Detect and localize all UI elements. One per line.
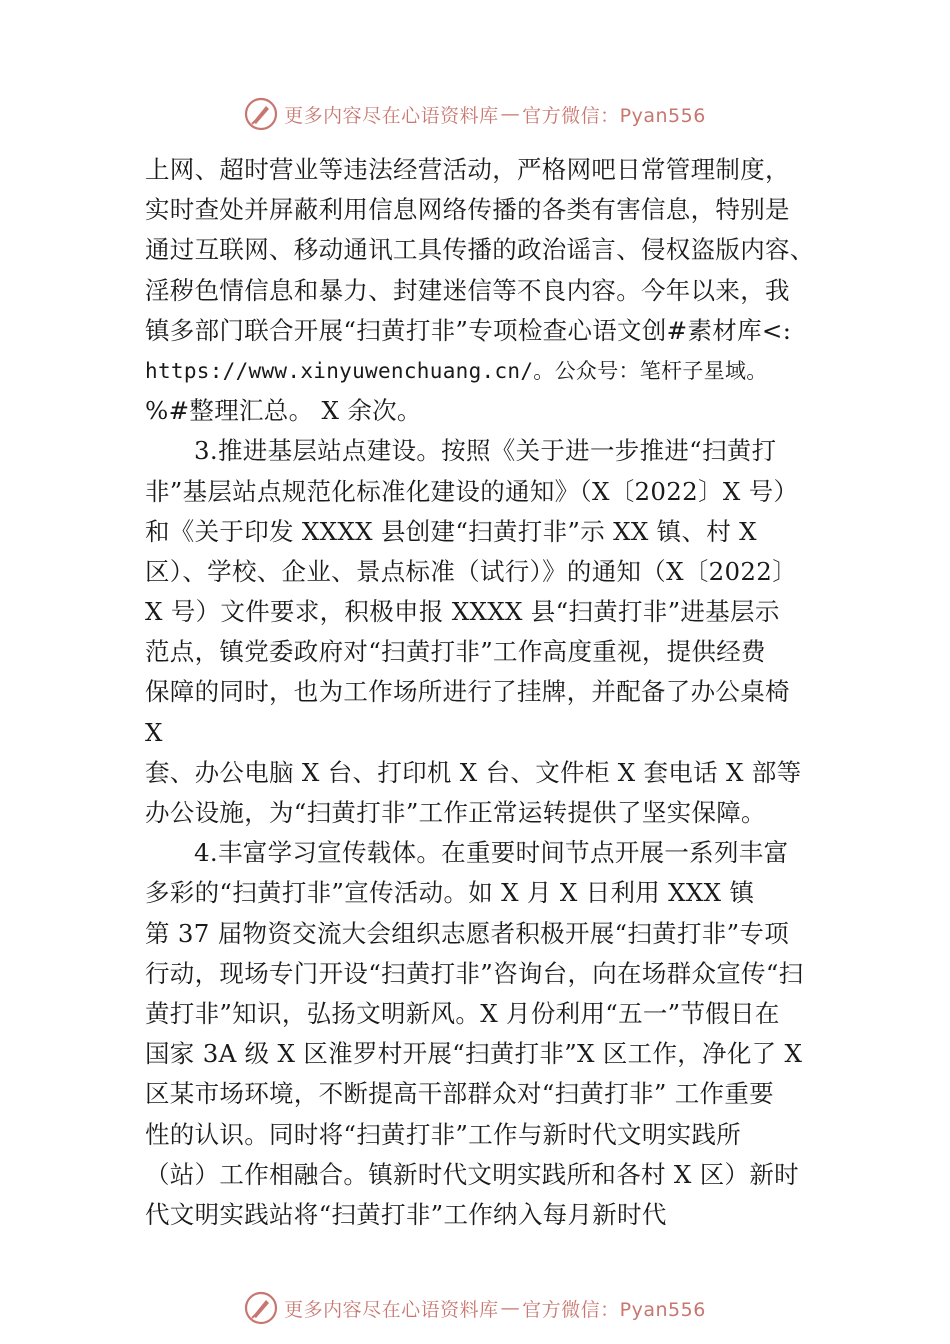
header-banner [0,94,950,134]
banner-library-text: 更多内容尽在心语资料库 [284,104,499,127]
text-line: 通过互联网、移动通讯工具传播的政治谣言、侵权盗版内容、 [145,235,815,265]
text-line: 实时查处并屏蔽利用信息网络传播的各类有害信息，特别是 [145,195,790,225]
text-line: 区某市场环境，不断提高干部群众对“扫黄打非” 工作重要 [145,1079,774,1109]
text-line: 区）、学校、企业、景点标准（试行）》的通知（X〔2022〕 [145,556,797,586]
document-body [145,150,825,1235]
text-line: %#整理汇总。 X 余次。 [145,396,422,426]
banner-dash: — [500,103,521,125]
text-line: （站）工作相融合。镇新时代文明实践所和各村 X 区）新时 [145,1159,799,1189]
banner-dash: — [500,1297,521,1319]
text-line-url: https://www.xinyuwenchuang.cn/。公众号：笔杆子星域。 [145,358,768,383]
text-line: 代文明实践站将“扫黄打非”工作纳入每月新时代 [145,1199,667,1229]
text-line: 多彩的“扫黄打非”宣传活动。如 X 月 X 日利用 XXX 镇 [145,878,755,908]
text-line: 行动，现场专门开设“扫黄打非”咨询台，向在场群众宣传“扫 [145,958,804,988]
text-line-paragraph-start: 4.丰富学习宣传载体。在重要时间节点开展一系列丰富 [194,838,789,868]
text-line: 性的认识。同时将“扫黄打非”工作与新时代文明实践所 [145,1119,742,1149]
quill-logo-icon [244,1291,278,1325]
text-line: 第 37 届物资交流大会组织志愿者积极开展“扫黄打非”专项 [145,918,789,948]
text-line: 淫秽色情信息和暴力、封建迷信等不良内容。今年以来，我 [145,275,790,305]
text-line: X [145,717,163,747]
text-line: 上网、超时营业等违法经营活动，严格网吧日常管理制度， [145,155,790,184]
text-line: 和《关于印发 XXXX 县创建“扫黄打非”示 XX 镇、村 X [145,516,757,546]
text-line: 镇多部门联合开展“扫黄打非”专项检查心语文创#素材库<: [145,315,792,345]
text-line: 保障的同时，也为工作场所进行了挂牌，并配备了办公桌椅 [145,677,790,707]
text-line-paragraph-start: 3.推进基层站点建设。按照《关于进一步推进“扫黄打 [194,436,777,466]
text-line: 非”基层站点规范化标准化建设的通知》（X〔2022〕X 号） [145,476,799,506]
text-line: 国家 3A 级 X 区淮罗村开展“扫黄打非”X 区工作，净化了 X [145,1039,803,1069]
text-line: 黄打非”知识，弘扬文明新风。X 月份利用“五一”节假日在 [145,998,780,1028]
quill-logo-icon [244,97,278,131]
banner-wechat-text: 官方微信：Pyan556 [522,1298,706,1321]
footer-banner [0,1288,950,1328]
text-line: 套、办公电脑 X 台、打印机 X 台、文件柜 X 套电话 X 部等 [145,757,802,787]
text-line: 办公设施，为“扫黄打非”工作正常运转提供了坚实保障。 [145,798,766,827]
text-line: X 号）文件要求，积极申报 XXXX 县“扫黄打非”进基层示 [145,597,780,627]
banner-wechat-text: 官方微信：Pyan556 [522,104,706,127]
banner-library-text: 更多内容尽在心语资料库 [284,1298,499,1321]
text-line: 范点，镇党委政府对“扫黄打非”工作高度重视，提供经费 [145,637,766,667]
